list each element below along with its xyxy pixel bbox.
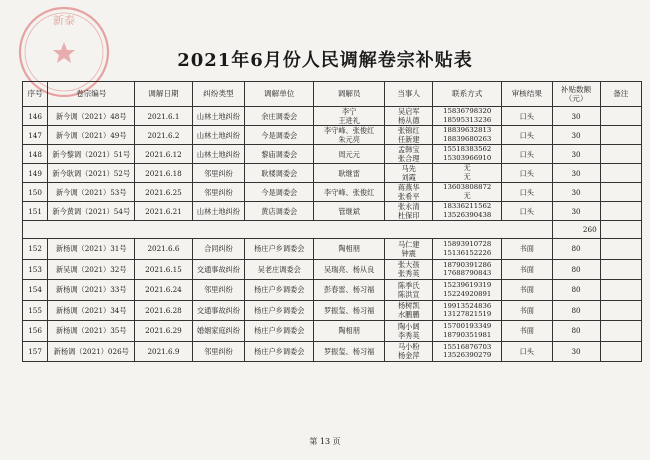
- mediation-unit: 杨庄户乡调委会: [245, 321, 314, 342]
- mediator: 吴瑞亮、杨从良: [314, 259, 385, 280]
- mediation-date: 2021.6.12: [135, 145, 192, 164]
- mediation-date: 2021.6.24: [135, 280, 192, 301]
- file-number: 新今调（2021）48号: [48, 107, 135, 126]
- remark: [600, 300, 641, 321]
- parties: 马仁建 钟震: [385, 239, 433, 260]
- contact-phone: 19913524836 13127821519: [433, 300, 502, 321]
- subsidy-amount: 80: [552, 259, 600, 280]
- review-result: 书面: [502, 259, 552, 280]
- mediator: 耿继雷: [314, 164, 385, 183]
- mediation-date: 2021.6.9: [135, 341, 192, 362]
- row-number: 148: [23, 145, 48, 164]
- column-header: 联系方式: [433, 82, 502, 107]
- subsidy-amount: 80: [552, 300, 600, 321]
- contact-phone: 无 无: [433, 164, 502, 183]
- contact-phone: 15700193349 18790351981: [433, 321, 502, 342]
- mediation-date: 2021.6.28: [135, 300, 192, 321]
- review-result: 口头: [502, 183, 552, 202]
- contact-phone: 15239619319 15224920891: [433, 280, 502, 301]
- review-result: 书面: [502, 321, 552, 342]
- row-number: 146: [23, 107, 48, 126]
- file-number: 新杨调（2021）31号: [48, 239, 135, 260]
- review-result: 书面: [502, 239, 552, 260]
- remark: [600, 321, 641, 342]
- row-number: 150: [23, 183, 48, 202]
- table-row: [23, 107, 642, 126]
- mediator: 周元元: [314, 145, 385, 164]
- row-number: 157: [23, 341, 48, 362]
- mediation-date: 2021.6.21: [135, 202, 192, 221]
- file-number: 新杨调（2021）35号: [48, 321, 135, 342]
- dispute-type: 山林土地纠纷: [192, 202, 245, 221]
- mediator: 李守峰、张俊红: [314, 183, 385, 202]
- remark: [600, 280, 641, 301]
- row-number: 149: [23, 164, 48, 183]
- remark: [600, 202, 641, 221]
- subsidy-amount: 30: [552, 202, 600, 221]
- row-number: 153: [23, 259, 48, 280]
- table-row: [23, 164, 642, 183]
- row-number: 152: [23, 239, 48, 260]
- parties: 张永清 杜保印: [385, 202, 433, 221]
- parties: 吴启军 杨从德: [385, 107, 433, 126]
- remark: [600, 239, 641, 260]
- mediator: 李宁 王进礼: [314, 107, 385, 126]
- parties: 张锦红 任新建: [385, 126, 433, 145]
- mediator: 李守峰、张俊红 朱元亮: [314, 126, 385, 145]
- file-number: 新今耿调（2021）52号: [48, 164, 135, 183]
- table-row: [23, 183, 642, 202]
- remark: [600, 107, 641, 126]
- contact-phone: 18790391286 17688790843: [433, 259, 502, 280]
- mediator: 罗振玺、杨习福: [314, 300, 385, 321]
- mediation-unit: 杨庄户乡调委会: [245, 341, 314, 362]
- row-number: 151: [23, 202, 48, 221]
- mediation-date: 2021.6.2: [135, 126, 192, 145]
- parties: 陈季氏 陈洪宣: [385, 280, 433, 301]
- table-row: [23, 259, 642, 280]
- mediation-unit: 杨庄户乡调委会: [245, 300, 314, 321]
- row-number: 154: [23, 280, 48, 301]
- mediator: 陶相朋: [314, 321, 385, 342]
- mediation-unit: 今是调委会: [245, 126, 314, 145]
- remark: [600, 183, 641, 202]
- mediation-date: 2021.6.25: [135, 183, 192, 202]
- subsidy-amount: 30: [552, 126, 600, 145]
- mediator: 罗振玺、杨习福: [314, 341, 385, 362]
- file-number: 新吴调（2021）32号: [48, 259, 135, 280]
- dispute-type: 邻里纠纷: [192, 341, 245, 362]
- dispute-type: 合同纠纷: [192, 239, 245, 260]
- dispute-type: 山林土地纠纷: [192, 107, 245, 126]
- mediation-unit: 杨庄户乡调委会: [245, 239, 314, 260]
- row-number: 156: [23, 321, 48, 342]
- review-result: 口头: [502, 341, 552, 362]
- contact-phone: 15518383562 15303966910: [433, 145, 502, 164]
- parties: 孟韩宝 张合理: [385, 145, 433, 164]
- contact-phone: 18336211562 13526390438: [433, 202, 502, 221]
- mediation-unit: 杨庄户乡调委会: [245, 280, 314, 301]
- dispute-type: 邻里纠纷: [192, 183, 245, 202]
- parties: 陶小阔 李秀英: [385, 321, 433, 342]
- column-header: 当事人: [385, 82, 433, 107]
- parties: 张大孩 张秀英: [385, 259, 433, 280]
- dispute-type: 交通事故纠纷: [192, 259, 245, 280]
- table-row: [23, 321, 642, 342]
- column-header: 调解员: [314, 82, 385, 107]
- file-number: 新杨调（2021）34号: [48, 300, 135, 321]
- contact-phone: 13603808872 无: [433, 183, 502, 202]
- mediation-date: 2021.6.1: [135, 107, 192, 126]
- remark: [600, 145, 641, 164]
- review-result: 口头: [502, 164, 552, 183]
- column-header: 调解日期: [135, 82, 192, 107]
- dispute-type: 交通事故纠纷: [192, 300, 245, 321]
- file-number: 新今黎调（2021）51号: [48, 145, 135, 164]
- subsidy-amount: 80: [552, 280, 600, 301]
- review-result: 口头: [502, 107, 552, 126]
- parties: 蒋燕华 张希平: [385, 183, 433, 202]
- contact-phone: 15516876703 13526390279: [433, 341, 502, 362]
- dispute-type: 婚姻家庭纠纷: [192, 321, 245, 342]
- subsidy-amount: 80: [552, 321, 600, 342]
- review-result: 口头: [502, 145, 552, 164]
- column-header: 备注: [600, 82, 641, 107]
- column-header: 补贴数额（元）: [552, 82, 600, 107]
- subtotal-value: 260: [552, 221, 600, 239]
- mediation-unit: 黎庙调委会: [245, 145, 314, 164]
- mediation-date: 2021.6.15: [135, 259, 192, 280]
- parties: 杨树凯 水鹏鹏: [385, 300, 433, 321]
- dispute-type: 邻里纠纷: [192, 280, 245, 301]
- table-row: [23, 239, 642, 260]
- dispute-type: 邻里纠纷: [192, 164, 245, 183]
- review-result: 书面: [502, 300, 552, 321]
- mediation-unit: 今是调委会: [245, 183, 314, 202]
- contact-phone: 18839632813 18839680263: [433, 126, 502, 145]
- review-result: 口头: [502, 126, 552, 145]
- subsidy-amount: 30: [552, 107, 600, 126]
- file-number: 新今调（2021）53号: [48, 183, 135, 202]
- file-number: 新今调（2021）49号: [48, 126, 135, 145]
- review-result: 口头: [502, 202, 552, 221]
- table-row: [23, 280, 642, 301]
- subsidy-table: [22, 81, 642, 362]
- column-header: 序号: [23, 82, 48, 107]
- mediator: 管继斌: [314, 202, 385, 221]
- remark: [600, 164, 641, 183]
- page-title: 2021年6月份人民调解卷宗补贴表: [177, 50, 473, 71]
- mediation-unit: 余庄调委会: [245, 107, 314, 126]
- table-row: [23, 145, 642, 164]
- file-number: 新今黄调（2021）54号: [48, 202, 135, 221]
- subsidy-amount: 30: [552, 341, 600, 362]
- mediation-unit: 黄店调委会: [245, 202, 314, 221]
- column-header: 纠纷类型: [192, 82, 245, 107]
- dispute-type: 山林土地纠纷: [192, 145, 245, 164]
- subsidy-amount: 80: [552, 239, 600, 260]
- header-row: [23, 82, 642, 107]
- review-result: 书面: [502, 280, 552, 301]
- file-number: 新杨调（2021）026号: [48, 341, 135, 362]
- mediation-date: 2021.6.29: [135, 321, 192, 342]
- table-row: [23, 300, 642, 321]
- contact-phone: 15893910728 15136152226: [433, 239, 502, 260]
- remark: [600, 259, 641, 280]
- file-number: 新杨调（2021）33号: [48, 280, 135, 301]
- table-row: [23, 202, 642, 221]
- column-header: 卷宗编号: [48, 82, 135, 107]
- subsidy-amount: 30: [552, 145, 600, 164]
- subsidy-amount: 30: [552, 183, 600, 202]
- table-row: [23, 126, 642, 145]
- column-header: 审核结果: [502, 82, 552, 107]
- parties: 马小粉 杨金萍: [385, 341, 433, 362]
- table-row: [23, 341, 642, 362]
- subsidy-amount: 30: [552, 164, 600, 183]
- parties: 马先 刘霞: [385, 164, 433, 183]
- remark: [600, 126, 641, 145]
- mediator: 陶相朋: [314, 239, 385, 260]
- mediation-unit: 吴老庄调委会: [245, 259, 314, 280]
- page-number: 第 13 页: [309, 437, 341, 446]
- dispute-type: 山林土地纠纷: [192, 126, 245, 145]
- remark: [600, 341, 641, 362]
- svg-text:新泰: 新泰: [53, 14, 75, 27]
- row-number: 147: [23, 126, 48, 145]
- contact-phone: 15836798320 18595313236: [433, 107, 502, 126]
- row-number: 155: [23, 300, 48, 321]
- mediator: 彭春雷、杨习福: [314, 280, 385, 301]
- mediation-date: 2021.6.18: [135, 164, 192, 183]
- mediation-unit: 耿楼调委会: [245, 164, 314, 183]
- column-header: 调解单位: [245, 82, 314, 107]
- subtotal-row: [23, 221, 642, 239]
- mediation-date: 2021.6.6: [135, 239, 192, 260]
